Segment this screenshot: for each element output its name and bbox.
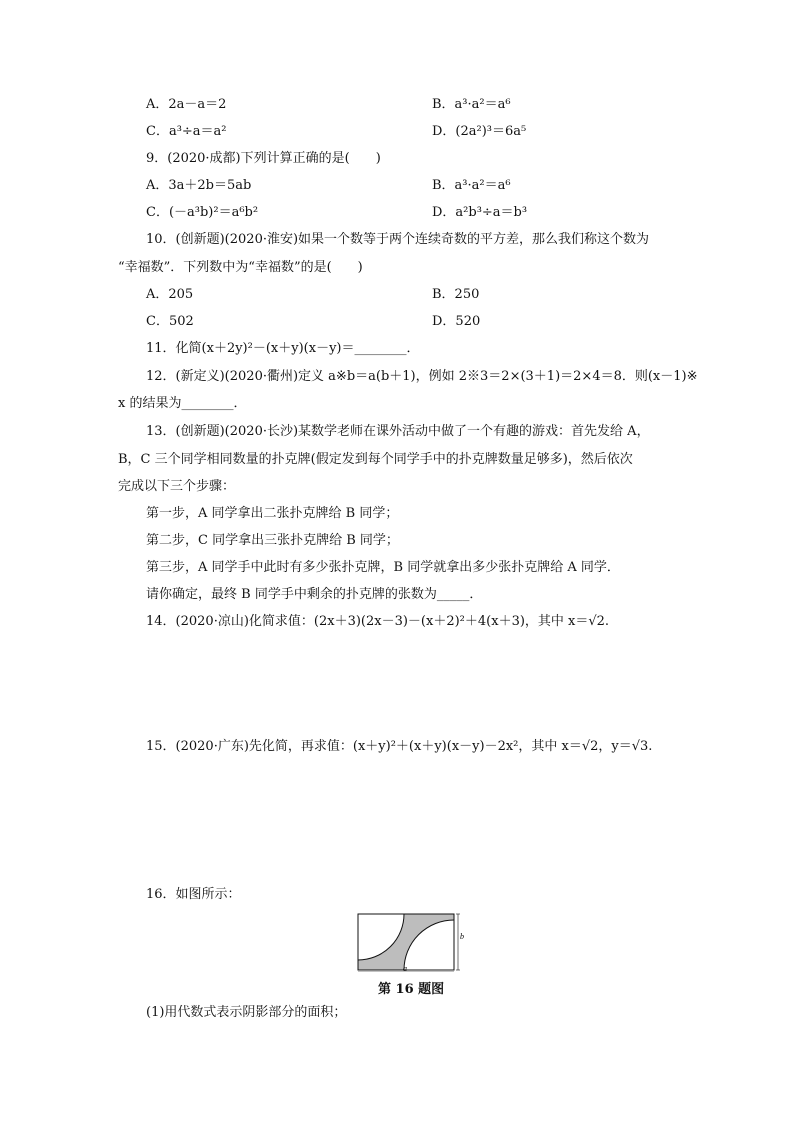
q13-step1: 第一步，A 同学拿出二张扑克牌给 B 同学； (146, 506, 399, 521)
q8-option-c: C．a³÷a＝a² (146, 124, 227, 139)
q10-stem-line2: “幸福数”．下列数中为“幸福数”的是( ) (118, 260, 363, 275)
q13-stem-line1: 13．(创新题)(2020·长沙)某数学老师在课外活动中做了一个有趣的游戏：首先发给 A， (146, 424, 650, 439)
q10-stem-line1: 10．(创新题)(2020·淮安)如果一个数等于两个连续奇数的平方差，那么我们称这个数为 (146, 232, 650, 247)
q9-option-a: A．3a＋2b＝5ab (146, 178, 252, 193)
q13-ask: 请你确定，最终 B 同学手中剩余的扑克牌的张数为_____． (146, 587, 483, 602)
q13-stem-line2: B，C 三个同学相同数量的扑克牌(假定发到每个同学手中的扑克牌数量足够多)，然后依次 (118, 452, 633, 467)
q12-stem-line1: 12．(新定义)(2020·衢州)定义 a※b＝a(b＋1)，例如 2※3＝2×(3＋1)＝2×4＝8．则(x－1)※ (146, 369, 698, 384)
q10-option-c: C．502 (146, 314, 194, 329)
q16-part1: (1)用代数式表示阴影部分的面积； (146, 1005, 347, 1020)
label-b: b (460, 932, 464, 941)
q13-step3: 第三步，A 同学手中此时有多少张扑克牌，B 同学就拿出多少张扑克牌给 A 同学． (146, 560, 620, 575)
q9-stem: 9．(2020·成都)下列计算正确的是( ) (146, 151, 381, 166)
q16-stem: 16．如图所示： (146, 887, 241, 902)
figure-caption: 第 16 题图 (378, 982, 445, 997)
q15-stem: 15．(2020·广东)先化简，再求值：(x＋y)²＋(x＋y)(x－y)－2x²，其中 x＝√2，y＝√3. (146, 739, 653, 754)
q16-figure (356, 912, 466, 972)
q10-option-d: D．520 (432, 314, 481, 329)
q14-stem: 14．(2020·凉山)化简求值：(2x＋3)(2x－3)－(x＋2)²＋4(x＋3)，其中 x＝√2. (146, 614, 610, 629)
q8-option-a: A．2a－a＝2 (146, 97, 227, 112)
q13-stem-line3: 完成以下三个步骤： (118, 479, 236, 494)
q10-option-b: B．250 (432, 287, 480, 302)
q9-option-b: B．a³·a²＝a⁶ (432, 178, 511, 193)
q10-option-a: A．205 (146, 287, 194, 302)
q13-step2: 第二步，C 同学拿出三张扑克牌给 B 同学； (146, 533, 399, 548)
q12-stem-line2: x 的结果为________． (118, 396, 247, 411)
q8-option-b: B．a³·a²＝a⁶ (432, 97, 511, 112)
q8-option-d: D．(2a²)³＝6a⁵ (432, 124, 527, 139)
q11-stem: 11．化简(x＋2y)²－(x＋y)(x－y)＝________． (146, 341, 420, 356)
q9-option-c: C．(－a³b)²＝a⁶b² (146, 205, 259, 220)
q9-option-d: D．a²b³÷a＝b³ (432, 205, 528, 220)
label-a: a (403, 964, 407, 972)
